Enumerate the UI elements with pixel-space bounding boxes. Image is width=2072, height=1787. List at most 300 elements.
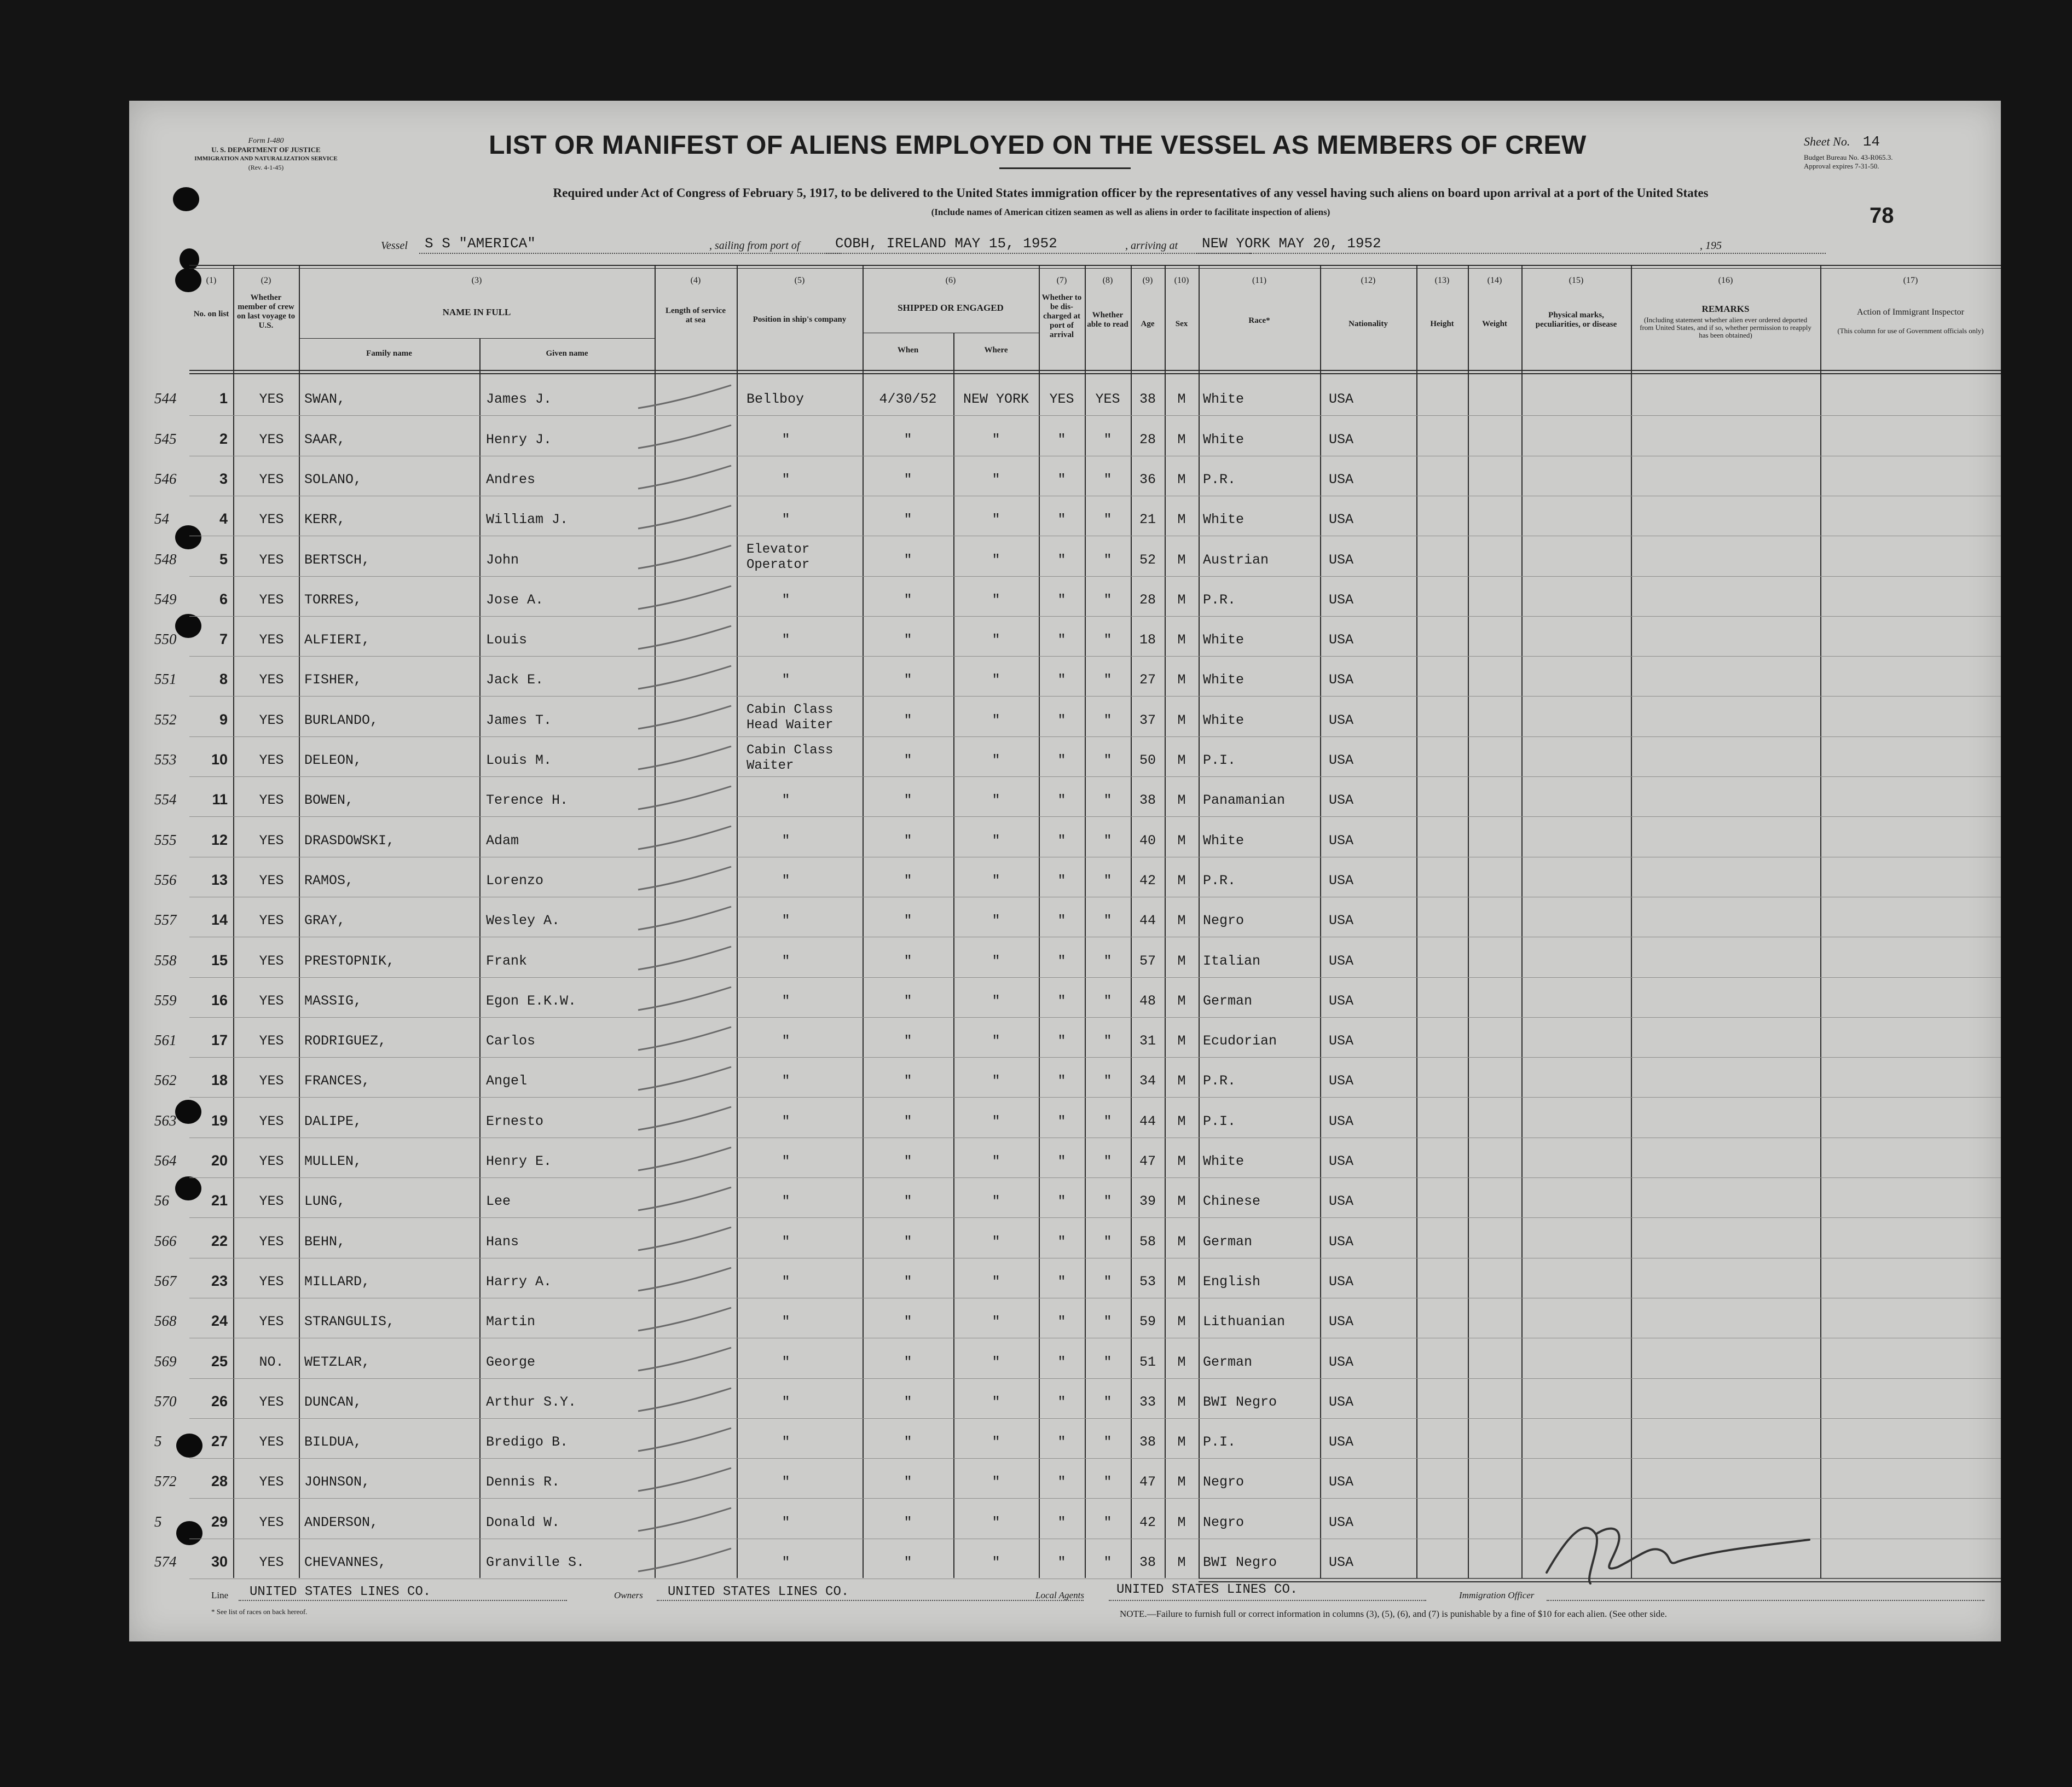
cell-crew: YES [259,1474,284,1490]
cell-age: 36 [1139,471,1156,488]
cell-position: Elevator [746,542,810,558]
pencil-mark [633,1183,737,1216]
list-number: 10 [211,751,228,768]
cell-crew: YES [259,1073,284,1089]
cell-crew: YES [259,632,284,648]
cell-read: " [1103,632,1112,648]
pencil-mark [633,1143,737,1176]
cell-crew: YES [259,832,284,849]
cell-nat: USA [1329,552,1354,568]
cell-race: Chinese [1203,1193,1261,1210]
cell-age: 57 [1139,953,1156,969]
cell-read: " [1103,672,1112,688]
cell-read: " [1103,512,1112,528]
cell-when: " [904,1033,912,1049]
row-rule [189,1498,2001,1499]
cell-sex: M [1177,1354,1186,1370]
cell-nat: USA [1329,471,1354,488]
cell-where: " [992,1554,1000,1570]
col7-number: (7) [1056,276,1067,285]
cell-read: YES [1095,391,1120,408]
punch-hole [180,248,199,270]
cell-race: P.I. [1203,752,1236,768]
cell-disch: " [1057,953,1066,969]
cell-given: Harry A. [486,1273,552,1290]
cell-disch: " [1057,512,1066,528]
list-number: 28 [211,1473,228,1490]
cell-race: Negro [1203,1514,1245,1530]
cell-sex: M [1177,391,1186,408]
cell-age: 27 [1139,672,1156,688]
when-header: When [897,346,919,355]
cell-read: " [1103,792,1112,809]
margin-number: 550 [154,631,177,648]
header-bottom-rule-2 [189,373,2001,374]
cell-where: " [992,1434,1000,1451]
pencil-mark [633,662,737,694]
col-rule [1820,265,1821,1578]
cell-race: P.R. [1203,1073,1236,1089]
cell-race: BWI Negro [1203,1394,1277,1410]
cell-family: BILDUA, [304,1434,362,1451]
manifest-sheet [129,101,2001,1641]
cell-sex: M [1177,1554,1186,1570]
row-rule [189,816,2001,817]
margin-number: 563 [154,1112,177,1129]
cell-read: " [1103,1554,1112,1570]
cell-given: Andres [486,471,536,488]
cell-where: " [992,632,1000,648]
cell-read: " [1103,552,1112,568]
cell-when: " [904,1474,912,1490]
pencil-mark [633,1263,737,1296]
cell-family: BEHN, [304,1233,346,1250]
sailing-value: COBH, IRELAND MAY 15, 1952 [835,235,1057,252]
list-number: 19 [211,1112,228,1129]
cell-age: 59 [1139,1314,1156,1330]
col8-number: (8) [1102,276,1113,285]
col1-number: (1) [206,276,217,285]
list-number: 24 [211,1313,228,1330]
cell-position: Operator [746,558,810,573]
cell-age: 47 [1139,1153,1156,1169]
cell-read: " [1103,1354,1112,1370]
cell-nat: USA [1329,1434,1354,1451]
pencil-mark [633,501,737,534]
cell-when: " [904,471,912,488]
col10-number: (10) [1174,276,1189,285]
cell-crew: YES [259,672,284,688]
arriving-label: , arriving at [1125,240,1178,252]
cell-crew: YES [259,471,284,488]
cell-race: White [1203,672,1245,688]
cell-race: Panamanian [1203,792,1286,809]
cell-when: " [904,1193,912,1210]
budget-bureau: Budget Bureau No. 43-R065.3. [1804,153,1893,161]
cell-read: " [1103,832,1112,849]
cell-where: " [992,1073,1000,1089]
cell-race: Negro [1203,913,1245,929]
list-number: 23 [211,1272,228,1289]
cell-read: " [1103,872,1112,889]
cell-nat: USA [1329,1514,1354,1530]
pencil-mark [633,942,737,975]
cell-position: " [782,1554,790,1570]
cell-crew: YES [259,953,284,969]
margin-number: 552 [154,711,177,728]
list-number: 16 [211,991,228,1008]
name-subheader-rule [299,338,655,339]
cell-age: 33 [1139,1394,1156,1410]
pencil-mark [633,1504,737,1536]
pencil-mark [633,1103,737,1135]
cell-given: John [486,552,519,568]
cell-given: Frank [486,953,528,969]
cell-disch: " [1057,1073,1066,1089]
cell-where: " [992,512,1000,528]
document-title: LIST OR MANIFEST OF ALIENS EMPLOYED ON THE VESSEL AS MEMBERS OF CREW [489,131,1587,160]
cell-sex: M [1177,512,1186,528]
cell-disch: " [1057,1033,1066,1049]
cell-family: SWAN, [304,391,346,408]
cell-read: " [1103,1273,1112,1290]
cell-when: " [904,832,912,849]
cell-read: " [1103,752,1112,768]
cell-read: " [1103,471,1112,488]
cell-when: " [904,632,912,648]
col9-header: Age [1141,320,1155,328]
cell-given: Adam [486,832,519,849]
cell-position: " [782,832,790,849]
pencil-mark [633,461,737,494]
pencil-mark [633,1023,737,1055]
cell-sex: M [1177,1153,1186,1169]
cell-sex: M [1177,953,1186,969]
cell-race: German [1203,1354,1253,1370]
cell-family: ALFIERI, [304,632,371,648]
pencil-mark [633,541,737,574]
cell-age: 38 [1139,1434,1156,1451]
cell-nat: USA [1329,1314,1354,1330]
cell-when: " [904,792,912,809]
row-rule [189,736,2001,737]
list-number: 25 [211,1353,228,1370]
where-header: Where [984,346,1008,355]
col3-number: (3) [471,276,482,285]
cell-race: White [1203,632,1245,648]
cell-where: " [992,712,1000,728]
row-rule [189,1217,2001,1218]
col-rule [863,265,864,1578]
cell-position: " [782,1153,790,1169]
margin-number: 568 [154,1313,177,1330]
cell-sex: M [1177,1514,1186,1530]
required-statement: Required under Act of Congress of February 5, 1917, to be delivered to the United States immigration officer by the representatives of any vessel having such aliens on board upon arrival at a port of the United States [553,186,1709,200]
col16-header: REMARKS [1701,304,1750,314]
cell-sex: M [1177,872,1186,889]
col14-header: Weight [1482,320,1507,328]
row-rule [189,415,2001,416]
cell-sex: M [1177,591,1186,608]
cell-position: " [782,591,790,608]
cell-crew: YES [259,872,284,889]
cell-given: Martin [486,1314,536,1330]
margin-number: 54 [154,510,169,527]
pencil-mark [633,1223,737,1256]
cell-family: DELEON, [304,752,362,768]
col-rule [1320,265,1321,1578]
cell-family: FISHER, [304,672,362,688]
cell-read: " [1103,1073,1112,1089]
include-statement: (Include names of American citizen seamen as well as aliens in order to facilitate inspection of aliens) [931,207,1330,217]
cell-sex: M [1177,1434,1186,1451]
races-note: * See list of races on back hereof. [211,1608,308,1616]
list-number: 13 [211,871,228,888]
cell-race: Italian [1203,953,1261,969]
pencil-mark [633,983,737,1016]
cell-disch: " [1057,832,1066,849]
cell-read: " [1103,1394,1112,1410]
cell-position: " [782,632,790,648]
cell-family: PRESTOPNIK, [304,953,395,969]
cell-position: " [782,431,790,448]
pencil-mark [633,902,737,935]
list-number: 17 [211,1032,228,1049]
cell-disch: " [1057,913,1066,929]
cell-where: " [992,1273,1000,1290]
cell-disch: " [1057,1314,1066,1330]
list-number: 3 [219,470,228,487]
cell-read: " [1103,1233,1112,1250]
officer-dotted [1547,1600,1984,1601]
margin-number: 572 [154,1473,177,1490]
margin-number: 551 [154,671,177,688]
stamp-number: 78 [1870,204,1894,228]
row-rule [189,1017,2001,1018]
cell-where: " [992,1193,1000,1210]
cell-position: " [782,792,790,809]
cell-given: Egon E.K.W. [486,993,577,1009]
cell-given: Jack E. [486,672,544,688]
cell-nat: USA [1329,792,1354,809]
owners-dotted [657,1600,1084,1601]
row-rule [189,1097,2001,1098]
cell-when: " [904,1314,912,1330]
cell-crew: YES [259,1554,284,1570]
cell-sex: M [1177,913,1186,929]
cell-given: George [486,1354,536,1370]
list-number: 4 [219,510,228,527]
cell-age: 40 [1139,832,1156,849]
cell-age: 52 [1139,552,1156,568]
cell-where: " [992,471,1000,488]
cell-nat: USA [1329,1153,1354,1169]
cell-race: Austrian [1203,552,1269,568]
cell-race: English [1203,1273,1261,1290]
cell-disch: " [1057,431,1066,448]
list-number: 20 [211,1152,228,1169]
margin-number: 548 [154,550,177,567]
cell-family: DALIPE, [304,1113,362,1129]
list-number: 18 [211,1072,228,1089]
cell-family: TORRES, [304,591,362,608]
cell-age: 28 [1139,431,1156,448]
cell-race: BWI Negro [1203,1554,1277,1570]
cell-read: " [1103,1033,1112,1049]
cell-family: DRASDOWSKI, [304,832,395,849]
cell-race: Lithuanian [1203,1314,1286,1330]
cell-disch: " [1057,1514,1066,1530]
cell-family: MILLARD, [304,1273,371,1290]
row-rule [189,616,2001,617]
pencil-mark [633,782,737,815]
cell-crew: YES [259,552,284,568]
cell-sex: M [1177,792,1186,809]
margin-number: 574 [154,1553,177,1570]
cell-age: 38 [1139,1554,1156,1570]
sheet-value: 14 [1862,134,1880,150]
row-rule [189,656,2001,657]
cell-crew: YES [259,993,284,1009]
cell-disch: " [1057,1233,1066,1250]
owners-label: Owners [614,1590,643,1600]
list-number: 26 [211,1393,228,1409]
cell-given: Wesley A. [486,913,560,929]
cell-given: Hans [486,1233,519,1250]
cell-when: " [904,552,912,568]
cell-disch: " [1057,1434,1066,1451]
line-dotted [239,1600,567,1601]
officer-signature [1536,1512,1820,1589]
title-underline [999,167,1131,169]
cell-nat: USA [1329,953,1354,969]
cell-family: WETZLAR, [304,1354,371,1370]
cell-crew: YES [259,591,284,608]
cell-when: " [904,1153,912,1169]
cell-nat: USA [1329,1474,1354,1490]
margin-number: 570 [154,1393,177,1409]
owners-value: UNITED STATES LINES CO. [668,1585,849,1599]
service: IMMIGRATION AND NATURALIZATION SERVICE [194,155,338,162]
cell-sex: M [1177,1233,1186,1250]
cell-disch: " [1057,993,1066,1009]
cell-disch: " [1057,1394,1066,1410]
department: U. S. DEPARTMENT OF JUSTICE [211,146,321,154]
cell-age: 38 [1139,391,1156,408]
cell-crew: YES [259,712,284,728]
cell-disch: " [1057,552,1066,568]
cell-age: 34 [1139,1073,1156,1089]
punch-hole [175,525,201,549]
cell-given: Henry J. [486,431,552,448]
cell-position: " [782,872,790,889]
pencil-mark [633,701,737,734]
col-rule [233,265,234,1578]
cell-read: " [1103,1193,1112,1210]
col-rule [1631,265,1632,1578]
cell-race: Negro [1203,1474,1245,1490]
cell-sex: M [1177,752,1186,768]
cell-sex: M [1177,712,1186,728]
cell-given: Terence H. [486,792,569,809]
cell-read: " [1103,1153,1112,1169]
cell-given: Angel [486,1073,528,1089]
cell-family: GRAY, [304,913,346,929]
col5-header: Position in ship's company [753,315,847,324]
cell-disch: " [1057,1113,1066,1129]
cell-position: Bellboy [746,391,805,408]
cell-crew: YES [259,1193,284,1210]
cell-when: " [904,913,912,929]
cell-nat: USA [1329,872,1354,889]
cell-race: White [1203,512,1245,528]
cell-age: 44 [1139,913,1156,929]
cell-position: " [782,512,790,528]
col10-header: Sex [1175,320,1188,328]
cell-nat: USA [1329,431,1354,448]
cell-when: " [904,512,912,528]
pencil-mark [633,381,737,414]
margin-number: 558 [154,951,177,968]
col17-number: (17) [1903,276,1918,285]
cell-given: Arthur S.Y. [486,1394,577,1410]
cell-sex: M [1177,1113,1186,1129]
col-rule [1468,265,1469,1578]
cell-age: 38 [1139,792,1156,809]
cell-position: " [782,1354,790,1370]
row-rule [189,977,2001,978]
cell-nat: USA [1329,1273,1354,1290]
cell-family: BERTSCH, [304,552,371,568]
cell-crew: YES [259,1314,284,1330]
cell-when: " [904,752,912,768]
cell-where: " [992,752,1000,768]
cell-nat: USA [1329,591,1354,608]
cell-where: NEW YORK [963,391,1029,408]
cell-sex: M [1177,1314,1186,1330]
cell-race: White [1203,712,1245,728]
cell-race: P.R. [1203,872,1236,889]
cell-race: P.R. [1203,471,1236,488]
cell-disch: " [1057,792,1066,809]
col-rule [479,338,481,1578]
cell-race: P.I. [1203,1434,1236,1451]
col6-header: SHIPPED OR ENGAGED [898,303,1004,313]
pencil-mark [633,862,737,895]
cell-nat: USA [1329,752,1354,768]
cell-read: " [1103,993,1112,1009]
pencil-mark [633,742,737,775]
col3-header: NAME IN FULL [442,307,511,317]
cell-given: Donald W. [486,1514,560,1530]
margin-number: 561 [154,1032,177,1049]
sheet-label: Sheet No. [1804,135,1850,148]
pencil-mark [633,1303,737,1336]
cell-when: 4/30/52 [879,391,937,408]
cell-crew: YES [259,512,284,528]
pencil-mark [633,822,737,855]
cell-when: " [904,1273,912,1290]
list-number: 15 [211,951,228,968]
agents-value: UNITED STATES LINES CO. [1116,1582,1298,1597]
margin-number: 544 [154,390,177,407]
cell-nat: USA [1329,632,1354,648]
cell-family: STRANGULIS, [304,1314,395,1330]
cell-age: 18 [1139,632,1156,648]
col4-number: (4) [690,276,701,285]
col12-number: (12) [1361,276,1376,285]
col-rule [1521,265,1523,1578]
